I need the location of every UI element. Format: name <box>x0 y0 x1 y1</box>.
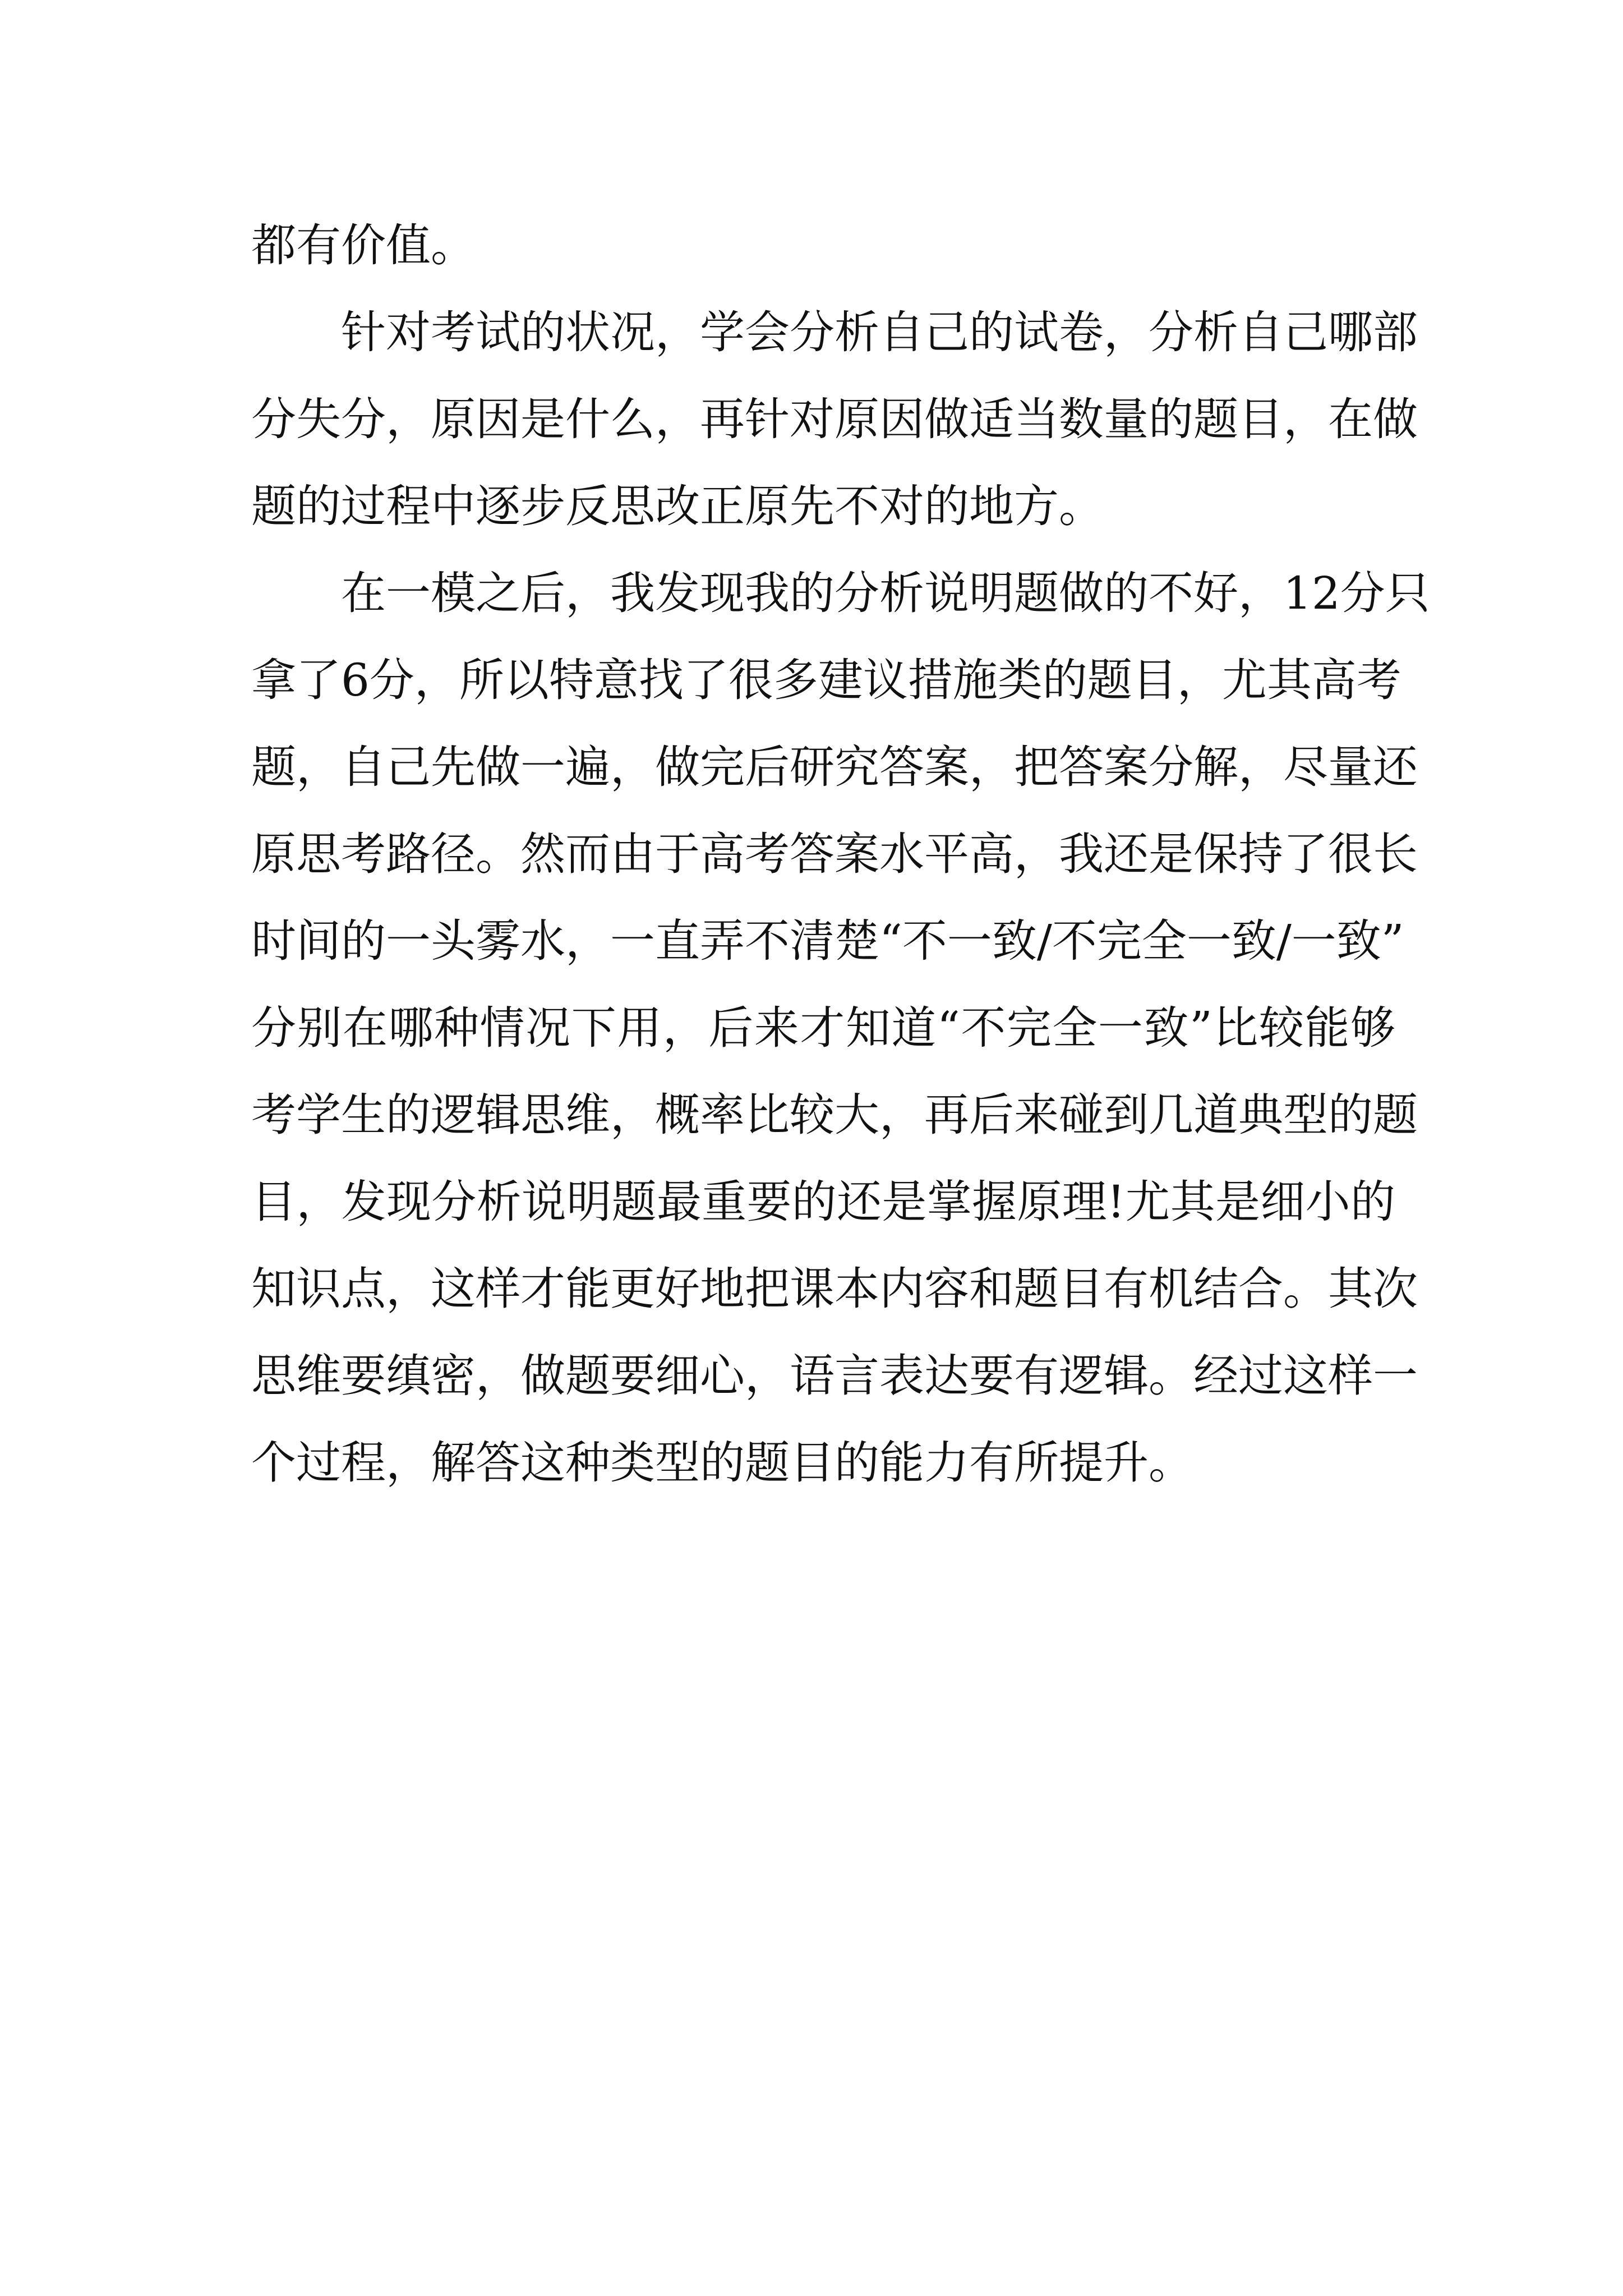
text-line: 时间的一头雾水，一直弄不清楚“不一致/不完全一致/一致” <box>251 915 1404 967</box>
text-line: 针对考试的状况，学会分析自己的试卷，分析自己哪部 <box>341 306 1418 358</box>
text-line: 原思考路径。然而由于高考答案水平高，我还是保持了很长 <box>251 828 1418 880</box>
text-line: 分失分，原因是什么，再针对原因做适当数量的题目，在做 <box>251 393 1418 445</box>
text-line: 思维要缜密，做题要细心，语言表达要有逻辑。经过这样一 <box>251 1350 1418 1402</box>
text-line: 题，自己先做一遍，做完后研究答案，把答案分解，尽量还 <box>251 741 1418 793</box>
document-body <box>251 202 1430 1506</box>
text-line: 目，发现分析说明题最重要的还是掌握原理!尤其是细小的 <box>251 1176 1395 1228</box>
text-line: 拿了6分，所以特意找了很多建议措施类的题目，尤其高考 <box>251 654 1401 706</box>
text-line: 都有价值。 <box>251 219 476 272</box>
text-line: 分别在哪种情况下用，后来才知道“不完全一致”比较能够 <box>251 1002 1395 1054</box>
text-line: 知识点，这样才能更好地把课本内容和题目有机结合。其次 <box>251 1263 1418 1315</box>
text-line: 题的过程中逐步反思改正原先不对的地方。 <box>251 480 1104 532</box>
text-line: 考学生的逻辑思维，概率比较大，再后来碰到几道典型的题 <box>251 1089 1418 1141</box>
text-line: 个过程，解答这种类型的题目的能力有所提升。 <box>251 1437 1193 1489</box>
text-line: 在一模之后，我发现我的分析说明题做的不好，12分只 <box>341 567 1430 619</box>
